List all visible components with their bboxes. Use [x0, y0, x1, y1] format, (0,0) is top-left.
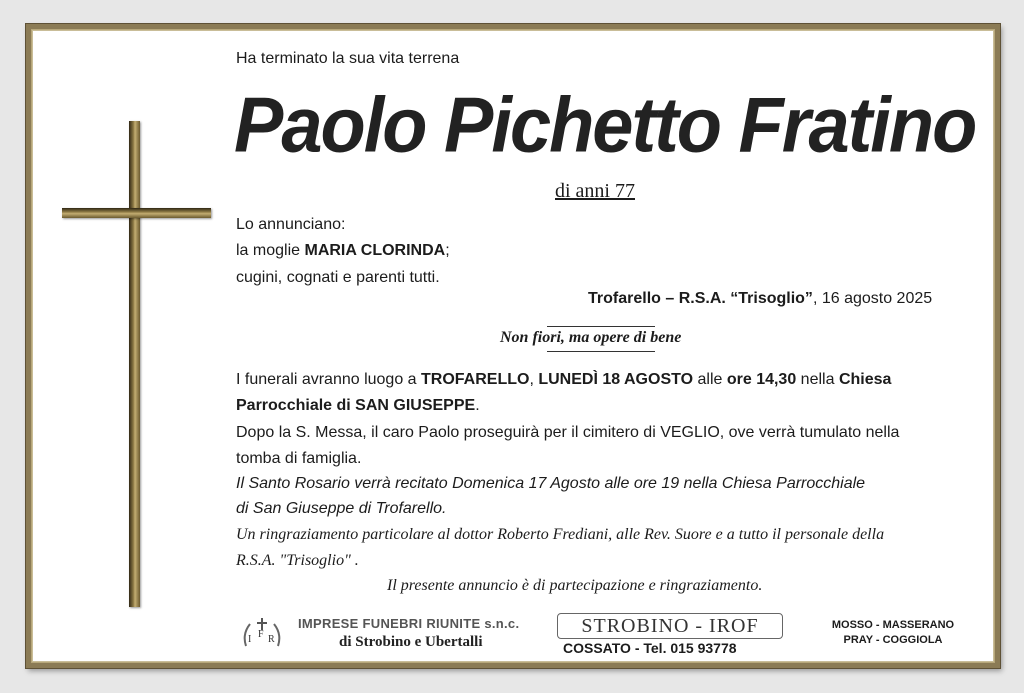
closing-line: Il presente annuncio è di partecipazione e ringraziamento. — [387, 577, 763, 594]
thanks-line-1: Un ringraziamento particolare al dottor Roberto Frediani, alle Rev. Suore e a tutto il personale della — [236, 526, 885, 543]
intro-line: Ha terminato la sua vita terrena — [236, 50, 460, 67]
locations-line-2: PRAY - COGGIOLA — [843, 634, 943, 646]
logo-letter-i: I — [248, 634, 252, 645]
locations-line-1: MOSSO - MASSERANO — [831, 619, 955, 631]
funeral-line-3: Dopo la S. Messa, il caro Paolo proseguirà per il cimitero di VEGLIO, ove verrà tumulato nella — [236, 424, 900, 441]
funeral-home-logo-icon — [240, 616, 284, 652]
funeral-line-1: I funerali avranno luogo a TROFARELLO, LUNEDÌ 18 AGOSTO alle ore 14,30 nella Chiesa — [236, 371, 892, 388]
rosary-line-2: di San Giuseppe di Trofarello. — [236, 500, 447, 517]
funeral-line-4: tomba di famiglia. — [236, 450, 362, 467]
phone-line: COSSATO - Tel. 015 93778 — [563, 640, 737, 656]
place-date: Trofarello – R.S.A. “Trisoglio”, 16 agosto 2025 — [588, 290, 933, 307]
divider-bottom — [547, 351, 655, 352]
age-line: di anni 77 — [555, 180, 635, 202]
announcers-heading: Lo annunciano: — [236, 216, 346, 233]
firm-subtitle: di Strobino e Ubertalli — [339, 634, 483, 650]
firm-name: IMPRESE FUNEBRI RIUNITE s.n.c. — [298, 616, 520, 631]
funeral-line-2: Parrocchiale di SAN GIUSEPPE. — [236, 397, 480, 414]
rosary-line-1: Il Santo Rosario verrà recitato Domenica 17 Agosto alle ore 19 nella Chiesa Parrocchiale — [236, 475, 866, 492]
no-flowers-note: Non fiori, ma opere di bene — [500, 329, 682, 346]
logo-letter-r: R — [268, 634, 275, 645]
announcers-relatives: cugini, cognati e parenti tutti. — [236, 269, 440, 286]
deceased-name: Paolo Pichetto Fratino — [234, 81, 976, 169]
cross-icon-bar — [62, 208, 211, 218]
thanks-line-2: R.S.A. "Trisoglio" . — [236, 552, 359, 569]
cross-icon — [129, 121, 140, 607]
announcers-wife: la moglie MARIA CLORINDA; — [236, 242, 450, 259]
brand-label: STROBINO - IROF — [557, 613, 783, 639]
logo-letter-f: F — [258, 629, 264, 640]
divider-top — [547, 326, 655, 327]
